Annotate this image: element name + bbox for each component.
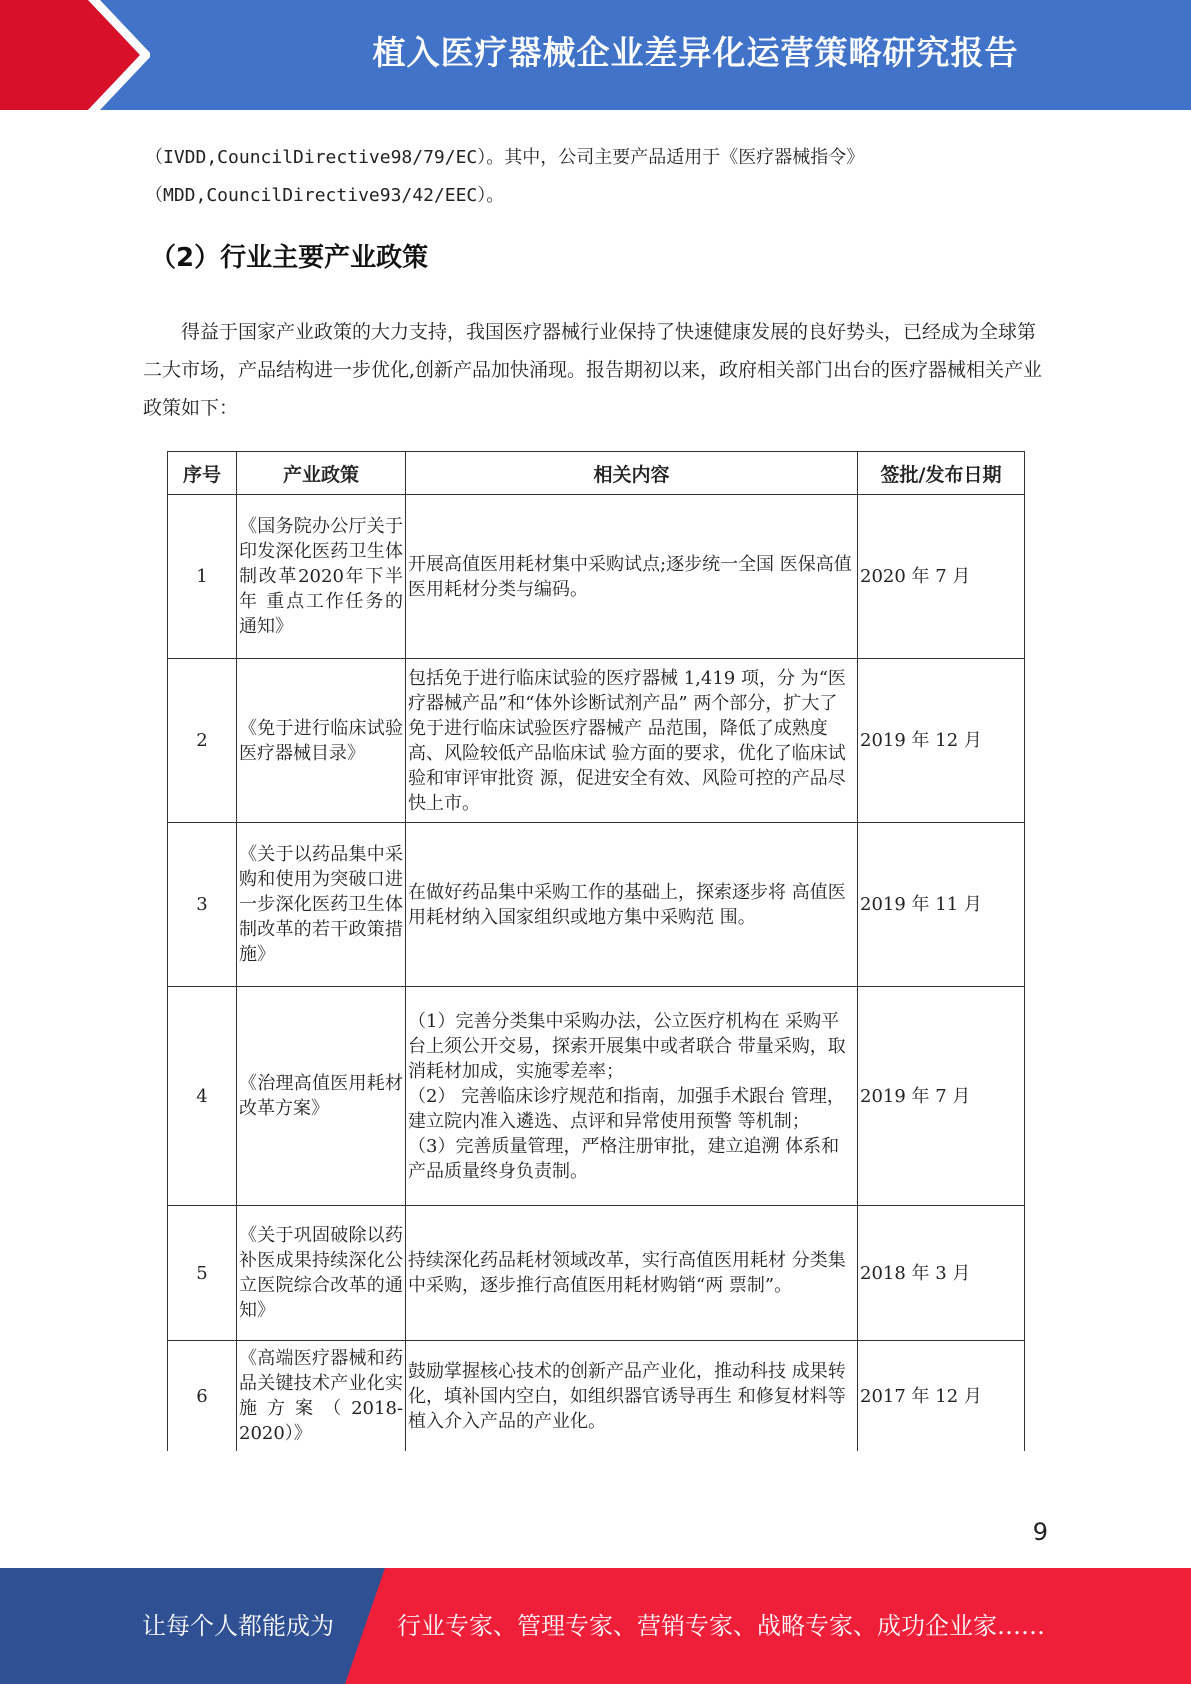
footer-right-text: 行业专家、管理专家、营销专家、战略专家、成功企业家……	[397, 1612, 1045, 1640]
row-content: 鼓励掌握核心技术的创新产品产业化，推动科技 成果转化，填补国内空白，如组织器官诱导再生 和修复材料等植入介入产品的产业化。	[406, 1341, 858, 1452]
row-policy: 《免于进行临床试验医疗器械目录》	[237, 659, 406, 823]
row-policy: 《国务院办公厅关于印发深化医药卫生体制改革2020年下半年 重点工作任务的 通知》	[237, 495, 406, 659]
table-header-row	[168, 452, 1025, 495]
row-content: 包括免于进行临床试验的医疗器械 1,419 项，分 为“医疗器械产品”和“体外诊断试剂产品” 两个部分，扩大了免于进行临床试验医疗器械产 品范围，降低了成熟度高、风险较低产品临床试 验方面的要求，优化了临床试验和审评审批资 源，促进安全有效、风险可控的产品尽快上市。	[406, 659, 858, 823]
table-row	[168, 1341, 1025, 1452]
table-row	[168, 495, 1025, 659]
content-line: （2） 完善临床诊疗规范和指南，加强手术跟台 管理，建立院内准入遴选、点评和异常使用预警 等机制；	[408, 1085, 845, 1132]
header-policy: 产业政策	[237, 452, 406, 495]
page-number: 9	[1032, 1518, 1048, 1546]
row-num: 2	[168, 659, 237, 823]
row-content: 持续深化药品耗材领域改革，实行高值医用耗材 分类集中采购，逐步推行高值医用耗材购销“两 票制”。	[406, 1206, 858, 1341]
body-paragraph: 得益于国家产业政策的大力支持，我国医疗器械行业保持了快速健康发展的良好势头，已经成为全球第二大市场，产品结构进一步优化,创新产品加快涌现。报告期初以来，政府相关部门出台的医疗器械相关产业政策如下：	[143, 321, 1043, 419]
row-content	[406, 987, 858, 1206]
intro-line-1: （IVDD,CouncilDirective98/79/EC）。其中，公司主要产品适用于《医疗器械指令》	[145, 147, 865, 168]
table-row	[168, 659, 1025, 823]
page-header	[0, 0, 1191, 110]
row-policy: 《关于以药品集中采购和使用为突破口进一步深化医药卫生体制改革的若干政策措施》	[237, 823, 406, 987]
header-content: 相关内容	[406, 452, 858, 495]
content-line: （3）完善质量管理，严格注册审批，建立追溯 体系和产品质量终身负责制。	[408, 1135, 840, 1182]
row-num: 4	[168, 987, 237, 1206]
page-footer	[0, 1568, 1191, 1684]
table-row	[168, 823, 1025, 987]
row-num: 6	[168, 1341, 237, 1452]
content-line: （1）完善分类集中采购办法，公立医疗机构在 采购平台上须公开交易，探索开展集中或者联合 带量采购，取消耗材加成，实施零差率；	[408, 1010, 846, 1082]
row-date: 2019 年 12 月	[858, 659, 1025, 823]
row-policy: 《治理高值医用耗材改革方案》	[237, 987, 406, 1206]
row-date: 2019 年 11 月	[858, 823, 1025, 987]
row-num: 3	[168, 823, 237, 987]
policy-table	[167, 451, 1025, 1451]
row-content: 在做好药品集中采购工作的基础上，探索逐步将 高值医用耗材纳入国家组织或地方集中采购范 围。	[406, 823, 858, 987]
row-policy: 《高端医疗器械和药品关键技术产业化实施方案（2018-2020）》	[237, 1341, 406, 1452]
chevron-icon	[0, 0, 150, 110]
header-num: 序号	[168, 452, 237, 495]
section-title: （2）行业主要产业政策	[150, 243, 429, 273]
row-date: 2017 年 12 月	[858, 1341, 1025, 1452]
report-title: 植入医疗器械企业差异化运营策略研究报告	[372, 33, 1019, 72]
header-date: 签批/发布日期	[858, 452, 1025, 495]
row-date: 2018 年 3 月	[858, 1206, 1025, 1341]
row-date: 2020 年 7 月	[858, 495, 1025, 659]
row-date: 2019 年 7 月	[858, 987, 1025, 1206]
table-row	[168, 1206, 1025, 1341]
row-num: 1	[168, 495, 237, 659]
row-policy: 《关于巩固破除以药补医成果持续深化公立医院综合改革的通 知》	[237, 1206, 406, 1341]
footer-left-text: 让每个人都能成为	[142, 1612, 334, 1640]
row-num: 5	[168, 1206, 237, 1341]
table-row	[168, 987, 1025, 1206]
row-content: 开展高值医用耗材集中采购试点;逐步统一全国 医保高值医用耗材分类与编码。	[406, 495, 858, 659]
intro-line-2: （MDD,CouncilDirective93/42/EEC）。	[145, 185, 505, 206]
